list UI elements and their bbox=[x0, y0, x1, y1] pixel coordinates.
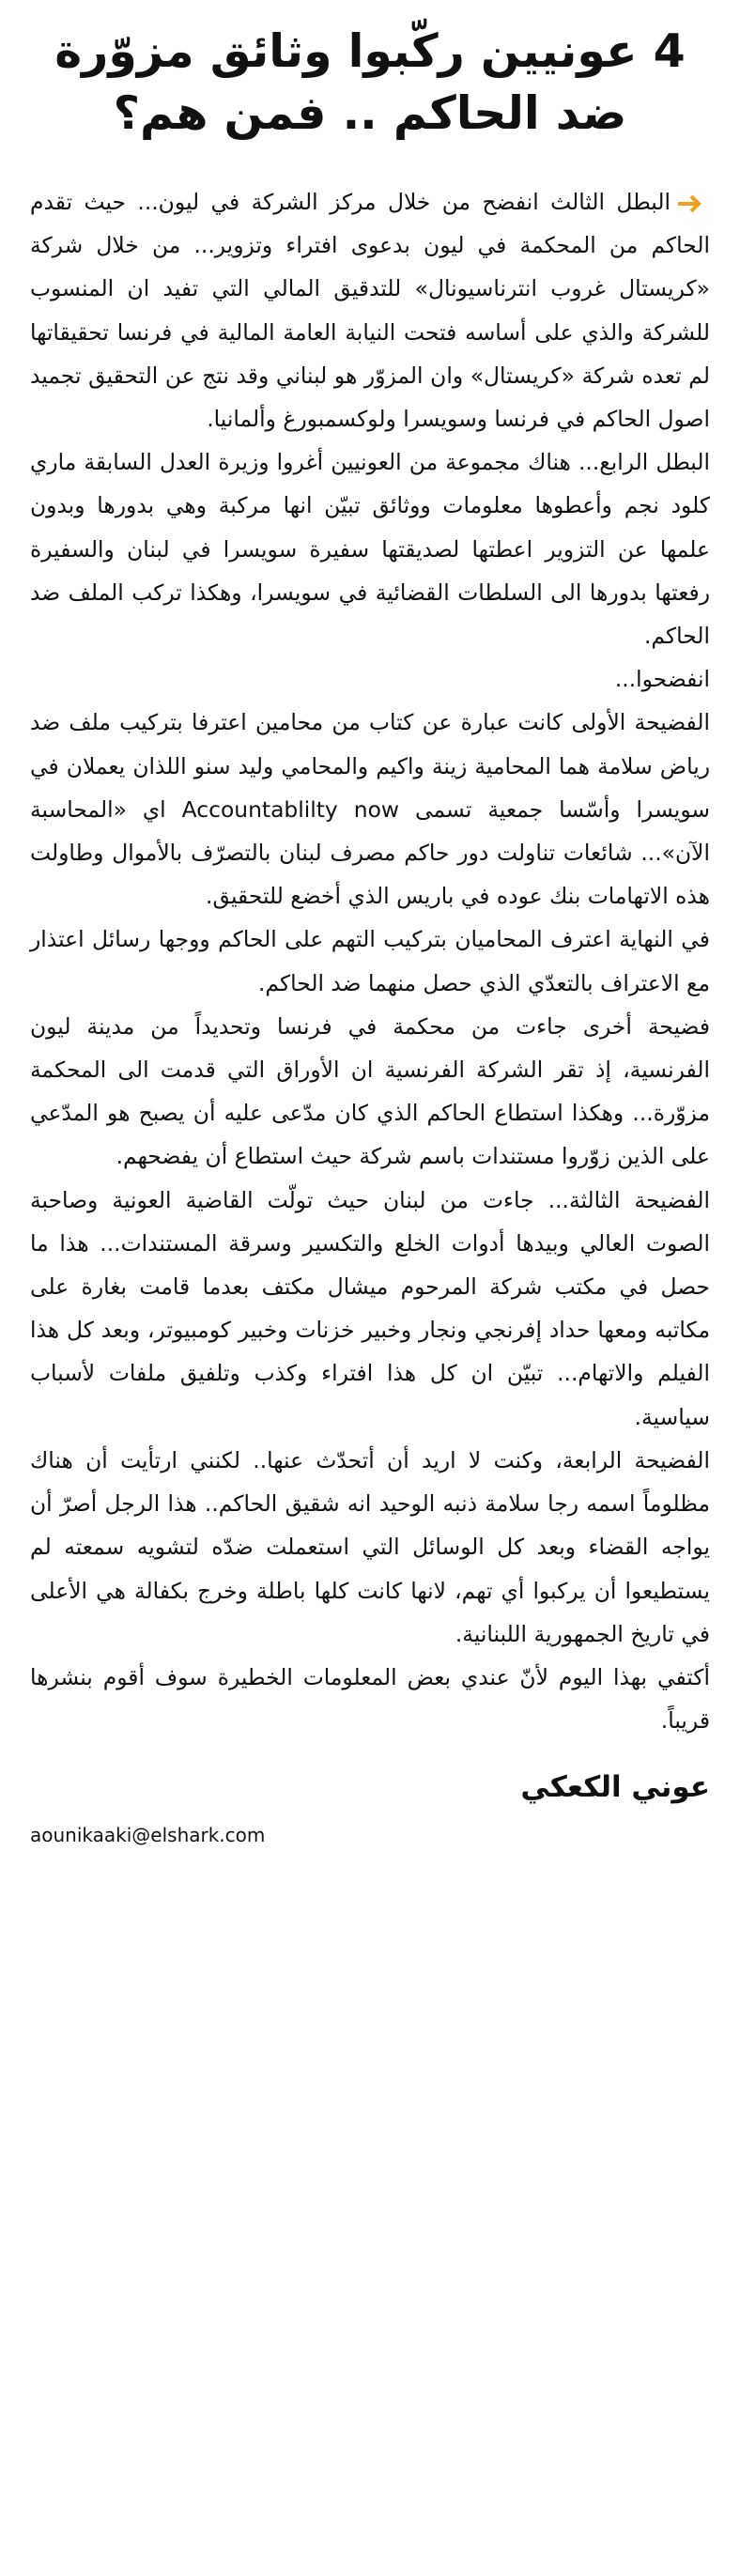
paragraph-9: أكتفي بهذا اليوم لأنّ عندي بعض المعلومات الخطيرة سوف أقوم بنشرها قريباً. bbox=[30, 1663, 710, 1735]
paragraph-5: في النهاية اعترف المحاميان بتركيب التهم على الحاكم ووجها رسائل اعتذار مع الاعتراف بالتعدّي الذي حصل منهما ضد الحاكم. bbox=[30, 926, 710, 996]
paragraph-1 bbox=[30, 180, 710, 440]
headline bbox=[30, 21, 710, 145]
article-body bbox=[30, 180, 710, 1742]
paragraph-7: الفضيحة الثالثة... جاءت من لبنان حيث تولّت القاضية العونية وصاحبة الصوت العالي وبيدها أدوات الخلع والتكسير وسرقة المستندات... هذا ما حصل في مكتب شركة المرحوم ميشال مكتف بعدما قامت بغارة على مكاتبه ومعها حداد إفرنجي ونجار وخبير خزنات وخبير كومبيوتر، وبعد كل هذا الفيلم والاتهام... تبيّن ان كل هذا افتراء وكذب وتلفيق ملفات لأسباب سياسية. bbox=[30, 1186, 710, 1430]
arrow-icon bbox=[678, 194, 710, 213]
paragraph-8: الفضيحة الرابعة، وكنت لا اريد أن أتحدّث عنها.. لكنني ارتأيت أن هناك مظلوماً اسمه رجا سلامة ذنبه الوحيد انه شقيق الحاكم.. هذا الرجل أصرّ أن يواجه القضاء وبعد كل الوسائل التي استعملت ضدّه لتشويه سمعته لم يستطيعوا أن يركبوا أي تهم، لانها كانت كلها باطلة وخرج بكفالة هي الأعلى في تاريخ الجمهورية اللبنانية. bbox=[30, 1446, 710, 1647]
paragraph-3: انفضحوا... bbox=[614, 666, 710, 693]
paragraph-4: الفضيحة الأولى كانت عبارة عن كتاب من محامين اعترفا بتركيب ملف ضد رياض سلامة هما المحامية زينة واكيم والمحامي وليد سنو اللذان يعملان في سويسرا وأسّسا جمعية تسمى Accountablilty now اي «المحاسبة الآن»... شائعات تناولت دور حاكم مصرف لبنان بالتصرّف بالأموال وطاولت هذه الاتهامات بنك عوده في باريس الذي أخضع للتحقيق. bbox=[30, 709, 711, 910]
headline-line-1: 4 عونيين ركّبوا وثائق مزوّرة bbox=[54, 24, 686, 78]
paragraph-6: فضيحة أخرى جاءت من محكمة في فرنسا وتحديداً من مدينة ليون الفرنسية، إذ تقر الشركة الفرنسية ان الأوراق التي قدمت الى المحكمة مزوّرة... وهكذا استطاع الحاكم الذي كان مدّعى عليه أن يصبح هو المدّعي على الذين زوّروا مستندات باسم شركة حيث استطاع أن يفضحهم. bbox=[30, 1012, 710, 1170]
author-email[interactable]: aounikaaki@elshark.com bbox=[30, 1824, 266, 1847]
paragraph-2: البطل الرابع... هناك مجموعة من العونيين أغروا وزيرة العدل السابقة ماري كلود نجم وأعطوها معلومات ووثائق تبيّن انها مركبة وهي بدورها وبدون علمها عن التزوير اعطتها لصديقتها سفيرة سويسرا في لبنان والسفيرة رفعتها بدورها الى السلطات القضائية في سويسرا، وهكذا تركب الملف ضد الحاكم. bbox=[30, 449, 710, 650]
headline-line-2: ضد الحاكم .. فمن هم؟ bbox=[113, 86, 627, 140]
author-signature: عوني الكعكي bbox=[520, 1770, 710, 1805]
paragraph-1-text: البطل الثالث انفضح من خلال مركز الشركة في ليون... حيث تقدم الحاكم من المحكمة في ليون بدعوى افتراء وتزوير... من خلال شركة «كريستال غروب انترناسيونال» للتدقيق المالي التي تفيد ان المنسوب للشركة والذي على أساسه فتحت النيابة العامة المالية في فرنسا تحقيقاتها لم تعده شركة «كريستال» وان المزوّر هو لبناني وقد نتج عن التحقيق تجميد اصول الحاكم في فرنسا وسويسرا ولوكسمبورغ وألمانيا. bbox=[30, 189, 710, 433]
